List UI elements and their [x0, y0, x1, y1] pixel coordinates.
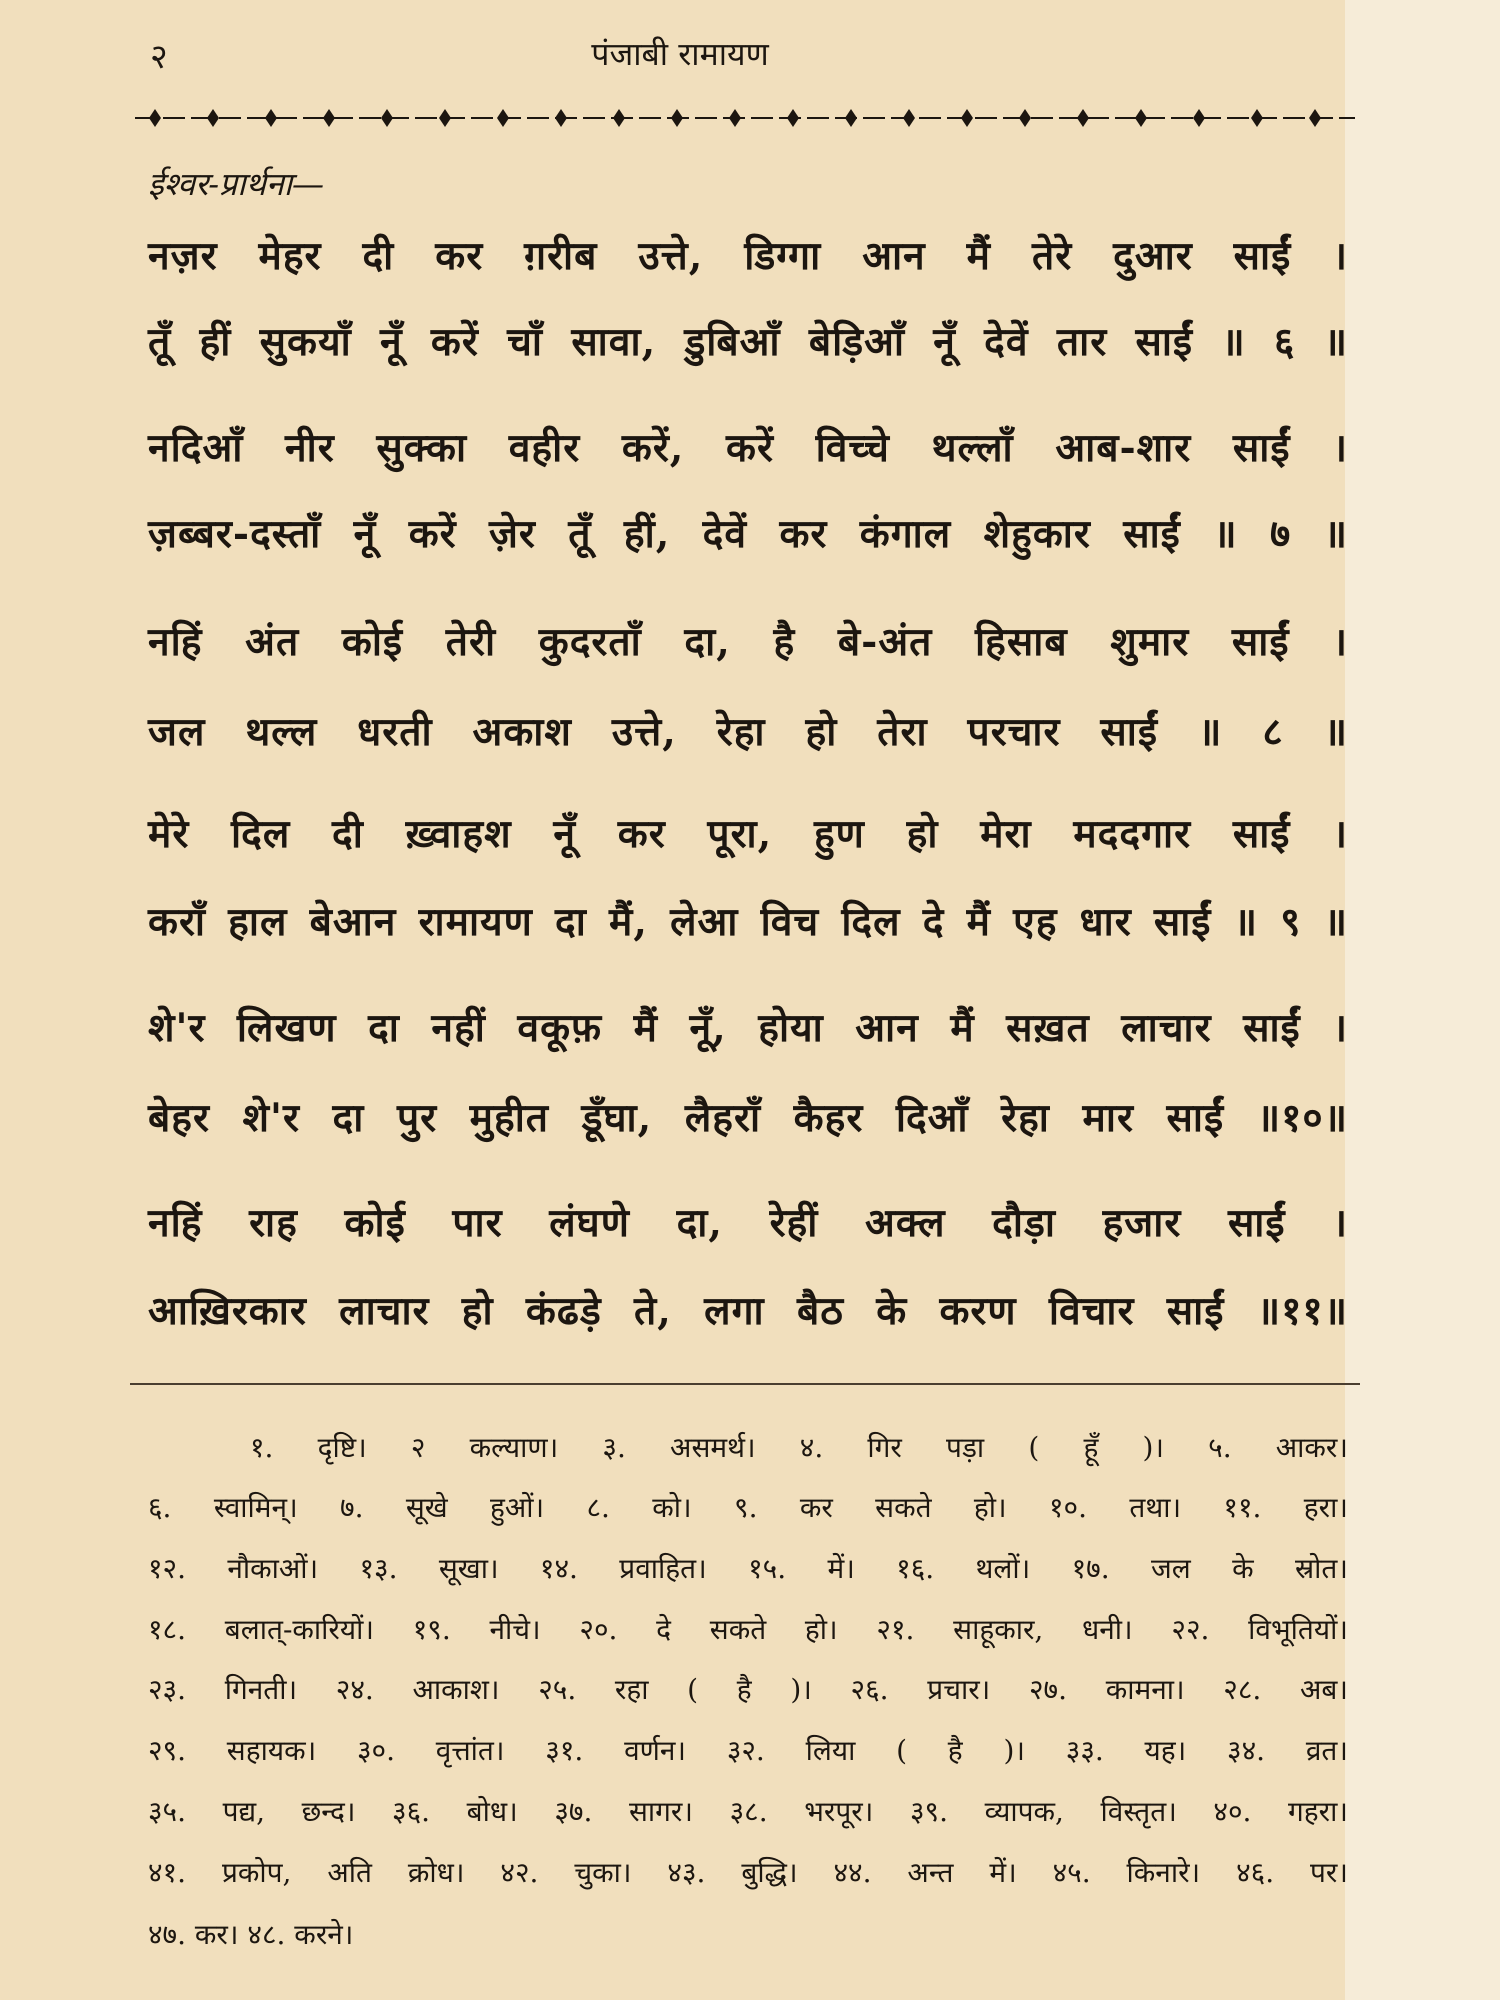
- verse-line: शे'र लिखण दा नहीं वकूफ़ मैं नूँ, होया आन मैं सख़त लाचार साईं ।: [148, 1005, 1348, 1051]
- ornament-diamond: [381, 109, 393, 127]
- verse-line: बेहर शे'र दा पुर मुहीत डूँघा, लैहराँ कैहर दिआँ रेहा मार साईं ॥१०॥: [148, 1095, 1348, 1141]
- section-heading: ईश्वर-प्रार्थना—: [148, 165, 324, 203]
- ornament-diamond: [1309, 109, 1321, 127]
- verse-line: जल थल्ल धरती अकाश उत्ते, रेहा हो तेरा परचार साईं ॥ ८ ॥: [148, 709, 1348, 755]
- verse-line: नदिआँ नीर सुक्का वहीर करें, करें विच्चे थल्लाँ आब-शार साईं ।: [148, 425, 1348, 471]
- footnote-line: २३. गिनती। २४. आकाश। २५. रहा ( है )। २६. प्रचार। २७. कामना। २८. अब।: [148, 1673, 1348, 1706]
- page-number: २: [150, 37, 168, 77]
- verse-line: नहिं राह कोई पार लंघणे दा, रेहीं अक्ल दौड़ा हजार साईं ।: [148, 1200, 1348, 1246]
- footnote-line: १. दृष्टि। २ कल्याण। ३. असमर्थ। ४. गिर पड़ा ( हूँ )। ५. आकर।: [250, 1431, 1348, 1464]
- ornament-diamond: [149, 109, 161, 127]
- ornament-diamond: [439, 109, 451, 127]
- verse-line: आख़िरकार लाचार हो कंढड़े ते, लगा बैठ के करण विचार साईं ॥११॥: [148, 1288, 1348, 1334]
- ornament-diamond: [1019, 109, 1031, 127]
- ornament-diamond: [555, 109, 567, 127]
- ornament-diamond: [903, 109, 915, 127]
- ornament-diamond: [1077, 109, 1089, 127]
- verse-line: नहिं अंत कोई तेरी कुदरताँ दा, है बे-अंत हिसाब शुमार साईं ।: [148, 619, 1348, 665]
- footnote-line: १२. नौकाओं। १३. सूखा। १४. प्रवाहित। १५. में। १६. थलों। १७. जल के स्रोत।: [148, 1552, 1348, 1585]
- footnote-line: ६. स्वामिन्। ७. सूखे हुओं। ८. को। ९. कर सकते हो। १०. तथा। ११. हरा।: [148, 1491, 1348, 1524]
- footnote-divider: [130, 1383, 1360, 1385]
- ornament-diamond: [787, 109, 799, 127]
- verse-line: मेरे दिल दी ख़्वाहश नूँ कर पूरा, हुण हो मेरा मददगार साईं ।: [148, 811, 1348, 857]
- ornament-diamond: [1135, 109, 1147, 127]
- ornament-diamond: [207, 109, 219, 127]
- ornament-diamond: [323, 109, 335, 127]
- ornamental-divider: [135, 106, 1355, 130]
- ornament-diamond: [729, 109, 741, 127]
- verse-line: तूँ हीं सुकयाँ नूँ करें चाँ सावा, डुबिआँ बेड़िआँ नूँ देवें तार साईं ॥ ६ ॥: [148, 319, 1348, 365]
- verse-line: नज़र मेहर दी कर ग़रीब उत्ते, डिग्गा आन मैं तेरे दुआर साईं ।: [148, 233, 1348, 279]
- ornament-diamond: [265, 109, 277, 127]
- ornament-diamond: [613, 109, 625, 127]
- footnote-line: १८. बलात्-कारियों। १९. नीचे। २०. दे सकते हो। २१. साहूकार, धनी। २२. विभूतियों।: [148, 1613, 1348, 1646]
- ornament-diamond: [961, 109, 973, 127]
- ornament-diamond: [845, 109, 857, 127]
- ornament-diamond: [1251, 109, 1263, 127]
- ornament-diamond: [497, 109, 509, 127]
- footnote-line: २९. सहायक। ३०. वृत्तांत। ३१. वर्णन। ३२. लिया ( है )। ३३. यह। ३४. व्रत।: [148, 1734, 1348, 1767]
- footnote-line: ३५. पद्य, छन्द। ३६. बोध। ३७. सागर। ३८. भरपूर। ३९. व्यापक, विस्तृत। ४०. गहरा।: [148, 1795, 1348, 1828]
- verse-line: ज़ब्बर-दस्ताँ नूँ करें ज़ेर तूँ हीं, देवें कर कंगाल शेहुकार साईं ॥ ७ ॥: [148, 511, 1348, 557]
- running-title: पंजाबी रामायण: [591, 35, 769, 73]
- footnote-line: ४७. कर। ४८. करने।: [148, 1918, 354, 1951]
- page-edge: [1345, 110, 1500, 2000]
- ornament-diamond: [1193, 109, 1205, 127]
- verse-line: कराँ हाल बेआन रामायण दा मैं, लेआ विच दिल दे मैं एह धार साईं ॥ ९ ॥: [148, 899, 1348, 945]
- page-edge: [1345, 0, 1500, 110]
- footnote-line: ४१. प्रकोप, अति क्रोध। ४२. चुका। ४३. बुद्धि। ४४. अन्त में। ४५. किनारे। ४६. पर।: [148, 1856, 1348, 1889]
- ornament-diamond: [671, 109, 683, 127]
